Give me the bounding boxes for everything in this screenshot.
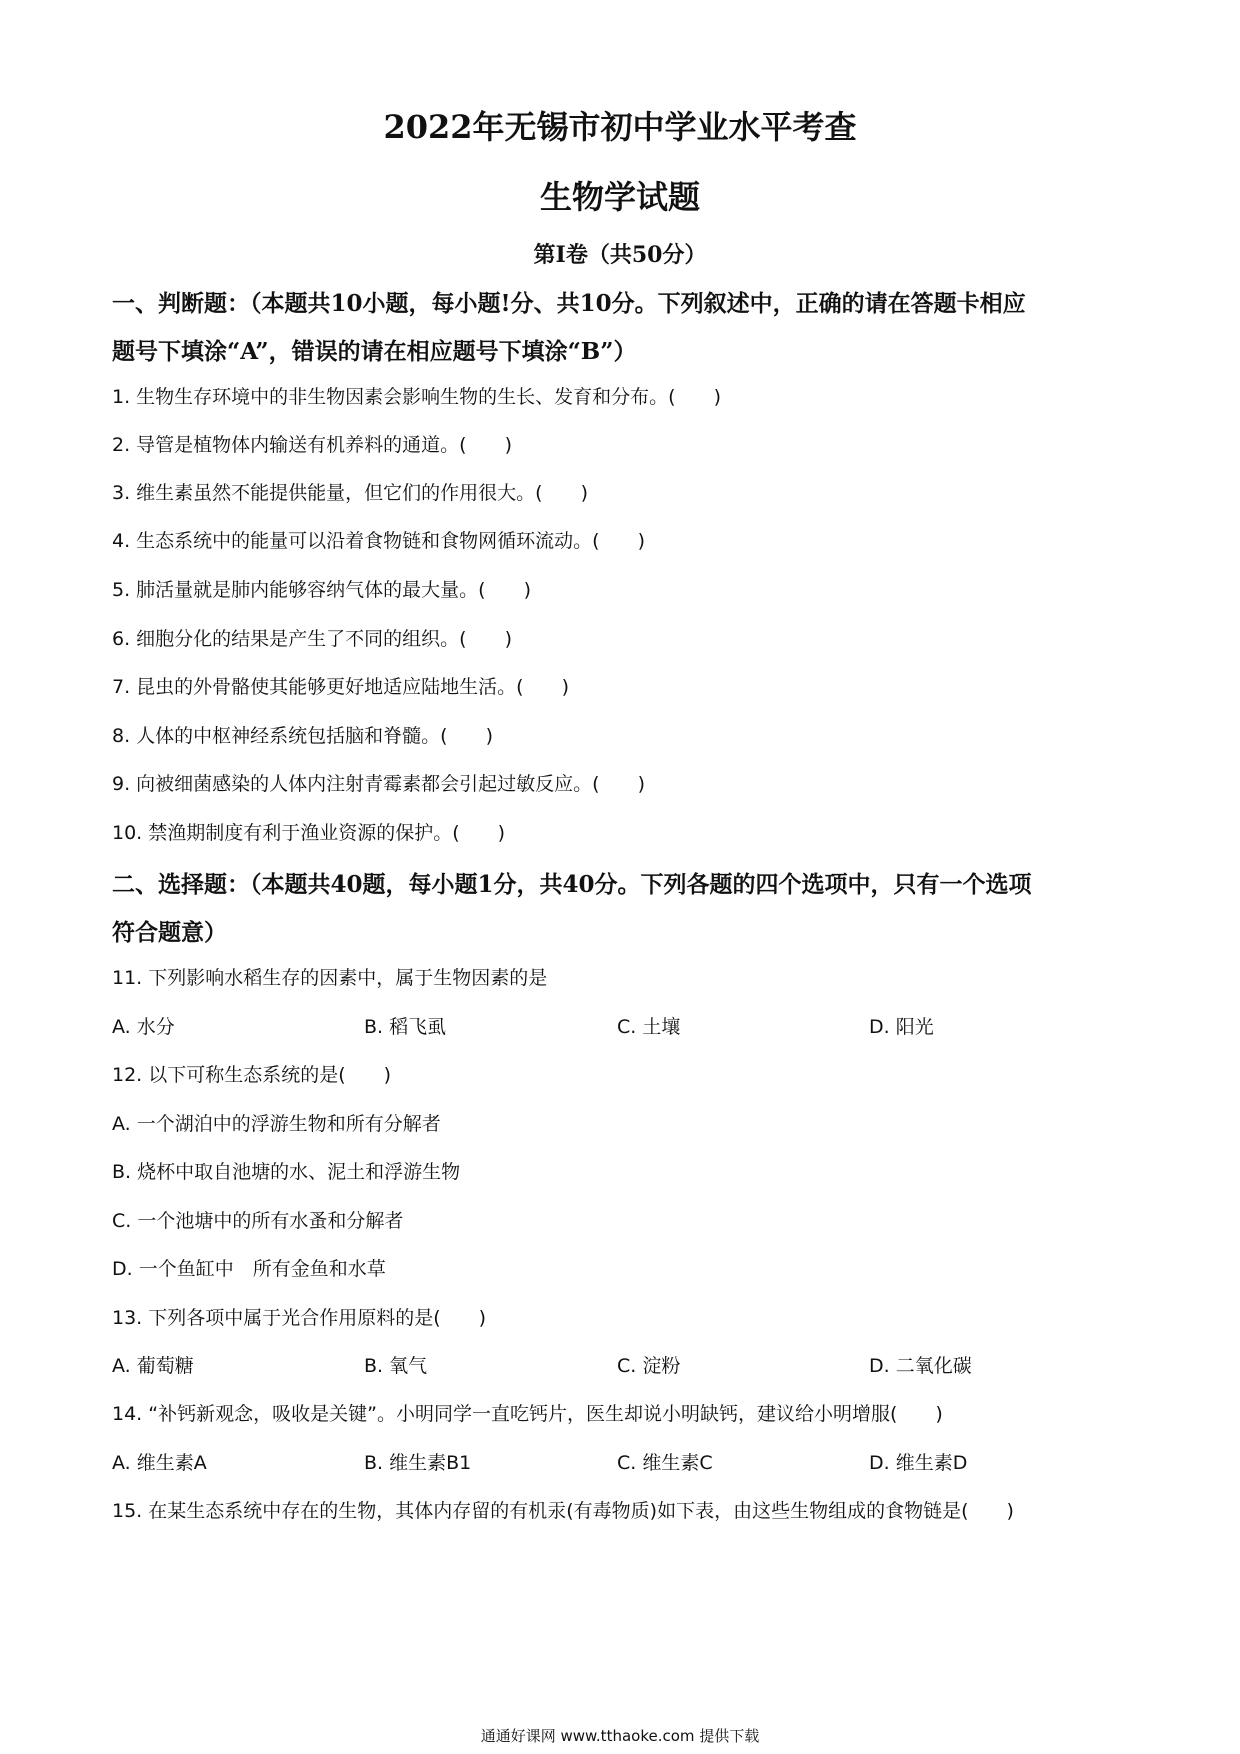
question-10: 10. 禁渔期制度有利于渔业资源的保护。( ) (112, 822, 506, 844)
section2-heading-cont: 符合题意） (112, 919, 227, 946)
question-4: 4. 生态系统中的能量可以沿着食物链和食物网循环流动。( ) (112, 530, 645, 552)
option-14-d: D. 维生素D (869, 1452, 968, 1474)
section2-heading: 二、选择题：（本题共40题，每小题1分，共40分。下列各题的四个选项中，只有一个选项 (112, 871, 1032, 898)
option-13-a: A. 葡萄糖 (112, 1355, 194, 1377)
question-11: 11. 下列影响水稻生存的因素中，属于生物因素的是 (112, 967, 548, 989)
option-11-d: D. 阳光 (869, 1016, 934, 1038)
option-14-b: B. 维生素B1 (364, 1452, 472, 1474)
option-14-a: A. 维生素A (112, 1452, 207, 1474)
option-12-b: B. 烧杯中取自池塘的水、泥土和浮游生物 (112, 1161, 461, 1183)
question-6: 6. 细胞分化的结果是产生了不同的组织。( ) (112, 628, 512, 650)
option-12-a: A. 一个湖泊中的浮游生物和所有分解者 (112, 1113, 441, 1135)
exam-title: 2022年无锡市初中学业水平考查 (383, 108, 857, 146)
option-13-c: C. 淀粉 (617, 1355, 681, 1377)
question-14: 14. “补钙新观念，吸收是关键”。小明同学一直吃钙片，医生却说小明缺钙，建议给小明增服( ) (112, 1403, 943, 1425)
option-12-c: C. 一个池塘中的所有水蚤和分解者 (112, 1210, 404, 1232)
section1-heading-cont: 题号下填涂“A”，错误的请在相应题号下填涂“B”） (112, 338, 637, 365)
option-11-a: A. 水分 (112, 1016, 175, 1038)
question-5: 5. 肺活量就是肺内能够容纳气体的最大量。( ) (112, 579, 531, 601)
option-14-c: C. 维生素C (617, 1452, 713, 1474)
question-7: 7. 昆虫的外骨骼使其能够更好地适应陆地生活。( ) (112, 676, 569, 698)
question-2: 2. 导管是植物体内输送有机养料的通道。( ) (112, 434, 512, 456)
question-3: 3. 维生素虽然不能提供能量，但它们的作用很大。( ) (112, 482, 588, 504)
footer-text: 通通好课网 www.tthaoke.com 提供下载 (480, 1727, 760, 1745)
question-9: 9. 向被细菌感染的人体内注射青霉素都会引起过敏反应。( ) (112, 773, 645, 795)
question-1: 1. 生物生存环境中的非生物因素会影响生物的生长、发育和分布。( ) (112, 386, 721, 408)
exam-subtitle: 生物学试题 (539, 178, 700, 216)
question-15: 15. 在某生态系统中存在的生物，其体内存留的有机汞(有毒物质)如下表，由这些生物组成的食物链是( ) (112, 1500, 1014, 1522)
part-heading: 第Ⅰ卷（共50分） (533, 242, 707, 268)
question-13: 13. 下列各项中属于光合作用原料的是( ) (112, 1307, 487, 1329)
option-13-b: B. 氧气 (364, 1355, 428, 1377)
option-11-c: C. 土壤 (617, 1016, 681, 1038)
option-12-d: D. 一个鱼缸中 所有金鱼和水草 (112, 1258, 386, 1280)
option-11-b: B. 稻飞虱 (364, 1016, 447, 1038)
question-8: 8. 人体的中枢神经系统包括脑和脊髓。( ) (112, 725, 493, 747)
question-12: 12. 以下可称生态系统的是( ) (112, 1064, 392, 1086)
section1-heading: 一、判断题：（本题共10小题，每小题!分、共10分。下列叙述中，正确的请在答题卡相应 (112, 290, 1026, 317)
option-13-d: D. 二氧化碳 (869, 1355, 972, 1377)
